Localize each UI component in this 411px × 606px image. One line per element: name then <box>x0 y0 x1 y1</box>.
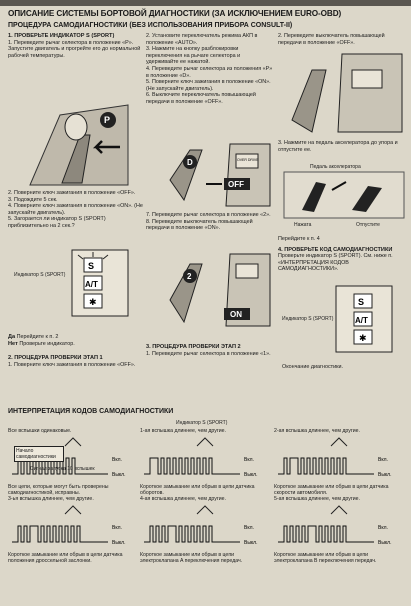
stage1-heading: 2. ПРОЦЕДУРА ПРОВЕРКИ ЭТАП 1 <box>8 355 103 362</box>
svg-text:S: S <box>358 297 365 307</box>
step4-text: Проверьте индикатор S (SPORT). См. ниже п. «ИНТЕРПРЕТАЦИЯ КОДОВ САМОДИАГНОСТИКИ». <box>278 253 393 273</box>
step3-3: 3. Нажмите на педаль акселератора до упора и отпустите ее. <box>278 140 398 153</box>
svg-text:D: D <box>187 158 193 167</box>
code-4-pulse-diagram <box>8 504 138 552</box>
indicator-label-2: Индикатор S (SPORT) <box>282 316 334 322</box>
sport-indicator-figure-2 <box>334 284 394 354</box>
step2-8: 8. Переведите выключатель повышающей передачи в положение «ON». <box>146 218 253 232</box>
goto-4: Перейдите к п. 4 <box>278 236 320 242</box>
page-title: ОПИСАНИЕ СИСТЕМЫ БОРТОВОЙ ДИАГНОСТИКИ (ЗА ИСКЛЮЧЕНИЕМ EURO-OBD) <box>8 9 342 18</box>
svg-text:2: 2 <box>187 272 192 281</box>
yes-label: Да <box>8 334 16 340</box>
code-3-pulse-line <box>278 458 374 474</box>
code-6-off-label: Выкл. <box>378 540 392 546</box>
step2-7: 7. Переведите рычаг селектора в положение «2». <box>146 212 271 218</box>
off-badge: OFF <box>228 180 244 189</box>
svg-text:P: P <box>104 115 111 125</box>
selector-lever-figure <box>10 95 138 187</box>
page-subtitle: ПРОЦЕДУРА САМОДИАГНОСТИКИ (БЕЗ ИСПОЛЬЗОВАНИЯ ПРИБОРА CONSULT-II) <box>8 22 293 29</box>
step2-4: 4. Переведите рычаг селектора из положения «P» в положение «D». <box>146 65 273 79</box>
step1-3: 3. Подождите 5 сек. <box>8 196 58 203</box>
step1-heading: 1. ПРОВЕРЬТЕ ИНДИКАТОР S (SPORT) <box>8 33 115 39</box>
on-badge: ON <box>230 310 242 319</box>
svg-text:✱: ✱ <box>359 333 367 343</box>
code-2-title: 1-ая вспышка длиннее, чем другие. <box>140 428 226 434</box>
pressed-label: Нажата <box>294 222 312 228</box>
indicator-header: Индикатор S (SPORT) <box>176 420 228 426</box>
section-interpretation: ИНТЕРПРЕТАЦИЯ КОДОВ САМОДИАГНОСТИКИ <box>8 408 174 415</box>
code-5-off-label: Выкл. <box>244 540 258 546</box>
step1-text-b: Запустите двигатель и прогрейте его до нормальной рабочей температуры. <box>8 46 141 59</box>
stage2-block <box>146 344 274 357</box>
yes-text: Перейдите к п. 2 <box>16 334 59 340</box>
od-switch-on-figure <box>150 250 272 330</box>
column-2-steps <box>146 212 274 232</box>
code-3-pulse-diagram <box>274 436 404 484</box>
code-5-on-label: Вкл. <box>244 525 254 531</box>
step2-5: 5. Поверните ключ зажигания в положение «ON». (Не запускайте двигатель). <box>146 79 271 92</box>
code-5-pulse-line <box>144 526 240 542</box>
code-4-pulse-line <box>12 526 108 542</box>
code-1-description: Все цепи, которые могут быть проверены самодиагностикой, исправны. <box>8 484 109 497</box>
code-3-description: Короткое замыкание или обрыв в цепи датчика скорости автомобиля. <box>274 484 389 497</box>
code-4-on-label: Вкл. <box>112 525 122 531</box>
code-2-description: Короткое замыкание или обрыв в цепи датчика оборотов. <box>140 484 255 497</box>
code-2-on-label: Вкл. <box>244 457 254 463</box>
code-4-off-label: Выкл. <box>112 540 126 546</box>
code-2-pulse-diagram <box>140 436 270 484</box>
column-1-steps <box>8 190 143 230</box>
svg-text:OVER DRIVE: OVER DRIVE <box>237 158 259 162</box>
code-1-on-label: Вкл. <box>112 457 122 463</box>
stage1-step1: 1. Поверните ключ зажигания в положение «OFF». <box>8 361 136 368</box>
code-6-on-label: Вкл. <box>378 525 388 531</box>
code-4-title: 3-ья вспышка длиннее, чем другие. <box>8 496 94 502</box>
code-6-title: 5-ая вспышка длиннее, чем другие. <box>274 496 360 502</box>
code-2-off-label: Выкл. <box>244 472 258 478</box>
column-3 <box>278 33 406 46</box>
indicator-label: Индикатор S (SPORT) <box>14 272 66 278</box>
svg-text:A/T: A/T <box>85 280 98 289</box>
pedal-label: Педаль акселератора <box>310 164 361 170</box>
code-5-description: Короткое замыкание или обрыв в цепи электроклапана A переключения передач. <box>140 552 243 565</box>
code-3-title: 2-ая вспышка длиннее, чем другие. <box>274 428 360 434</box>
code-3-on-label: Вкл. <box>378 457 388 463</box>
code-6-description: Короткое замыкание или обрыв в цепи электроклапана B переключения передач. <box>274 552 377 565</box>
end-text: Окончание диагностики. <box>282 364 344 370</box>
od-switch-figure-3 <box>282 50 406 136</box>
yes-no-block <box>8 334 143 368</box>
code-6-pulse-line <box>278 526 374 542</box>
code-5-title: 4-ая вспышка длиннее, чем другие. <box>140 496 226 502</box>
step3-2: 2. Переведите выключатель повышающей передачи в положение «OFF». <box>278 33 385 46</box>
sport-indicator-figure <box>70 248 130 318</box>
code-6-pulse-diagram <box>274 504 404 552</box>
code-3-off-label: Выкл. <box>378 472 392 478</box>
step1-2: 2. Поверните ключ зажигания в положение «OFF». <box>8 190 136 196</box>
svg-text:S: S <box>88 261 95 271</box>
top-edge <box>0 0 411 6</box>
code-4-description: Короткое замыкание или обрыв в цепи датчика положения дроссельной заслонки. <box>8 552 123 565</box>
step2-2: 2. Установите переключатель режима АКП в положение «AUTO». <box>146 33 258 46</box>
code-5-pulse-diagram <box>140 504 270 552</box>
no-text: Проверьте индикатор. <box>19 340 75 347</box>
accelerator-pedal-figure <box>282 170 406 228</box>
code-1-off-label: Выкл. <box>112 472 126 478</box>
column-3-step4 <box>278 236 406 273</box>
no-label: Нет <box>8 340 18 347</box>
svg-text:A/T: A/T <box>355 316 368 325</box>
step1-text: 1. Переведите рычаг селектора в положение «P». <box>8 39 134 46</box>
stage2-heading: 3. ПРОЦЕДУРА ПРОВЕРКИ ЭТАП 2 <box>146 344 241 350</box>
code-1-title: Все вспышки одинаковые. <box>8 428 72 434</box>
svg-text:✱: ✱ <box>89 297 97 307</box>
code-2-pulse-line <box>144 458 240 474</box>
start-diagnostics-label: Начало самодиагностики <box>14 446 64 462</box>
step2-3: 3. Нажмите на кнопку разблокировки переключения на рычаге селектора и удерживайте ее нажатой. <box>146 46 241 66</box>
od-switch-off-figure <box>150 140 272 210</box>
column-2 <box>146 33 274 106</box>
column-1 <box>8 33 143 59</box>
step4-heading: 4. ПРОВЕРЬТЕ КОД САМОДИАГНОСТИКИ <box>278 246 393 253</box>
step1-5: 5. Загорается ли индикатор S (SPORT) приблизительно на 2 сек.? <box>8 216 106 229</box>
released-label: Отпустите <box>356 222 380 228</box>
step2-6: 6. Выключите переключатель повышающей передачи в положение «OFF». <box>146 92 256 105</box>
step1-4: 4. Поверните ключ зажигания в положение «ON». (Не запускайте двигатель). <box>8 203 143 216</box>
column-3-step3 <box>278 140 406 153</box>
start-signal-label: Сигнал запуска 10 вспышек <box>30 466 95 472</box>
stage2-step1: 1. Переведите рычаг селектора в положение «1». <box>146 350 271 357</box>
